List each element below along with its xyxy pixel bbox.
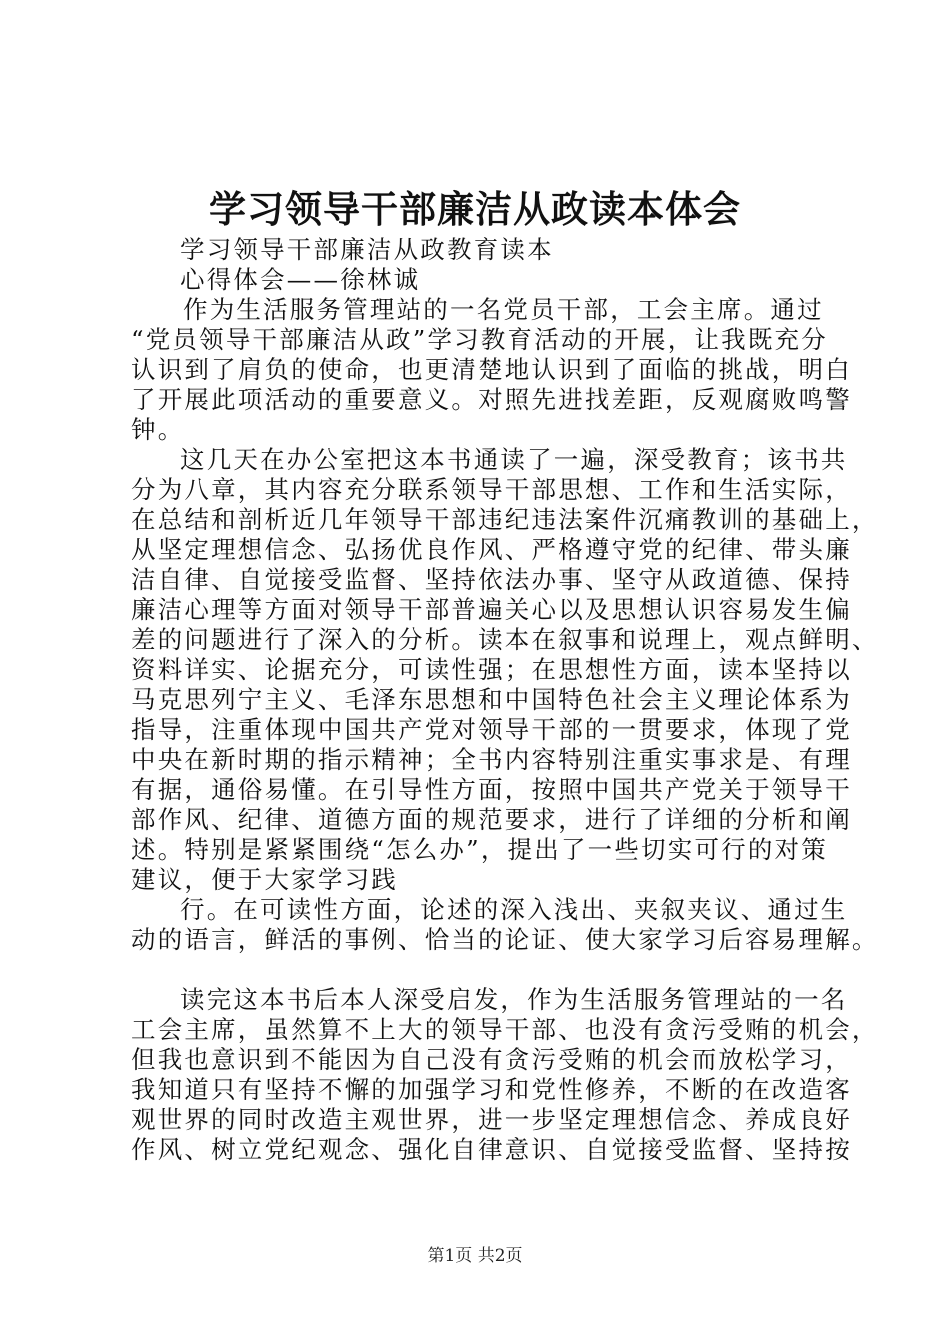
body-line: 马克思列宁主义、毛泽东思想和中国特色社会主义理论体系为 [131, 685, 852, 714]
blank-line [131, 955, 851, 985]
body-line: 这几天在办公室把这本书通读了一遍，深受教育；该书共 [180, 445, 848, 474]
body-line: 了开展此项活动的重要意义。对照先进找差距，反观腐败鸣警 [131, 385, 852, 414]
body-line: 在总结和剖析近几年领导干部违纪违法案件沉痛教训的基础上， [131, 505, 879, 534]
body-line: 认识到了肩负的使命，也更清楚地认识到了面临的挑战，明白 [131, 355, 852, 384]
body-line: 作为生活服务管理站的一名党员干部，工会主席。通过 [183, 295, 824, 324]
body-line: 部作风、纪律、道德方面的规范要求，进行了详细的分析和阐 [131, 805, 852, 834]
body-line: 资料详实、论据充分，可读性强；在思想性方面，读本坚持以 [131, 655, 852, 684]
body-line: 动的语言，鲜活的事例、恰当的论证、使大家学习后容易理解。 [131, 925, 879, 954]
document-body [131, 235, 879, 1165]
body-line: 洁自律、自觉接受监督、坚持依法办事、坚守从政道德、保持 [131, 565, 852, 594]
body-line: 但我也意识到不能因为自己没有贪污受贿的机会而放松学习， [131, 1045, 852, 1074]
body-line: 观世界的同时改造主观世界，进一步坚定理想信念、养成良好 [131, 1105, 852, 1134]
body-line: 读完这本书后本人深受启发，作为生活服务管理站的一名 [180, 985, 848, 1014]
body-line: 我知道只有坚持不懈的加强学习和党性修养，不断的在改造客 [131, 1075, 852, 1104]
body-line: 分为八章，其内容充分联系领导干部思想、工作和生活实际， [131, 475, 852, 504]
body-line: 作风、树立党纪观念、强化自律意识、自觉接受监督、坚持按 [131, 1135, 852, 1164]
body-line: 建议，便于大家学习践 [131, 865, 398, 894]
page-indicator: 第1页 共2页 [427, 1246, 523, 1266]
body-line: “党员领导干部廉洁从政”学习教育活动的开展，让我既充分 [131, 325, 828, 354]
body-line: 有据，通俗易懂。在引导性方面，按照中国共产党关于领导干 [131, 775, 852, 804]
body-line: 差的问题进行了深入的分析。读本在叙事和说理上，观点鲜明、 [131, 625, 879, 654]
body-line: 心得体会——徐林诚 [180, 265, 421, 294]
body-line: 述。特别是紧紧围绕“怎么办”，提出了一些切实可行的对策 [131, 835, 828, 864]
body-line: 廉洁心理等方面对领导干部普遍关心以及思想认识容易发生偏 [131, 595, 852, 624]
body-line: 工会主席，虽然算不上大的领导干部、也没有贪污受贿的机会， [131, 1015, 879, 1044]
body-line: 钟。 [131, 415, 185, 444]
body-line: 学习领导干部廉洁从政教育读本 [180, 235, 554, 264]
body-line: 行。在可读性方面，论述的深入浅出、夹叙夹议、通过生 [180, 895, 848, 924]
body-line: 中央在新时期的指示精神；全书内容特别注重实事求是、有理 [131, 745, 852, 774]
body-line: 从坚定理想信念、弘扬优良作风、严格遵守党的纪律、带头廉 [131, 535, 852, 564]
body-line: 指导，注重体现中国共产党对领导干部的一贯要求，体现了党 [131, 715, 852, 744]
document-title: 学习领导干部廉洁从政读本体会 [209, 187, 741, 231]
